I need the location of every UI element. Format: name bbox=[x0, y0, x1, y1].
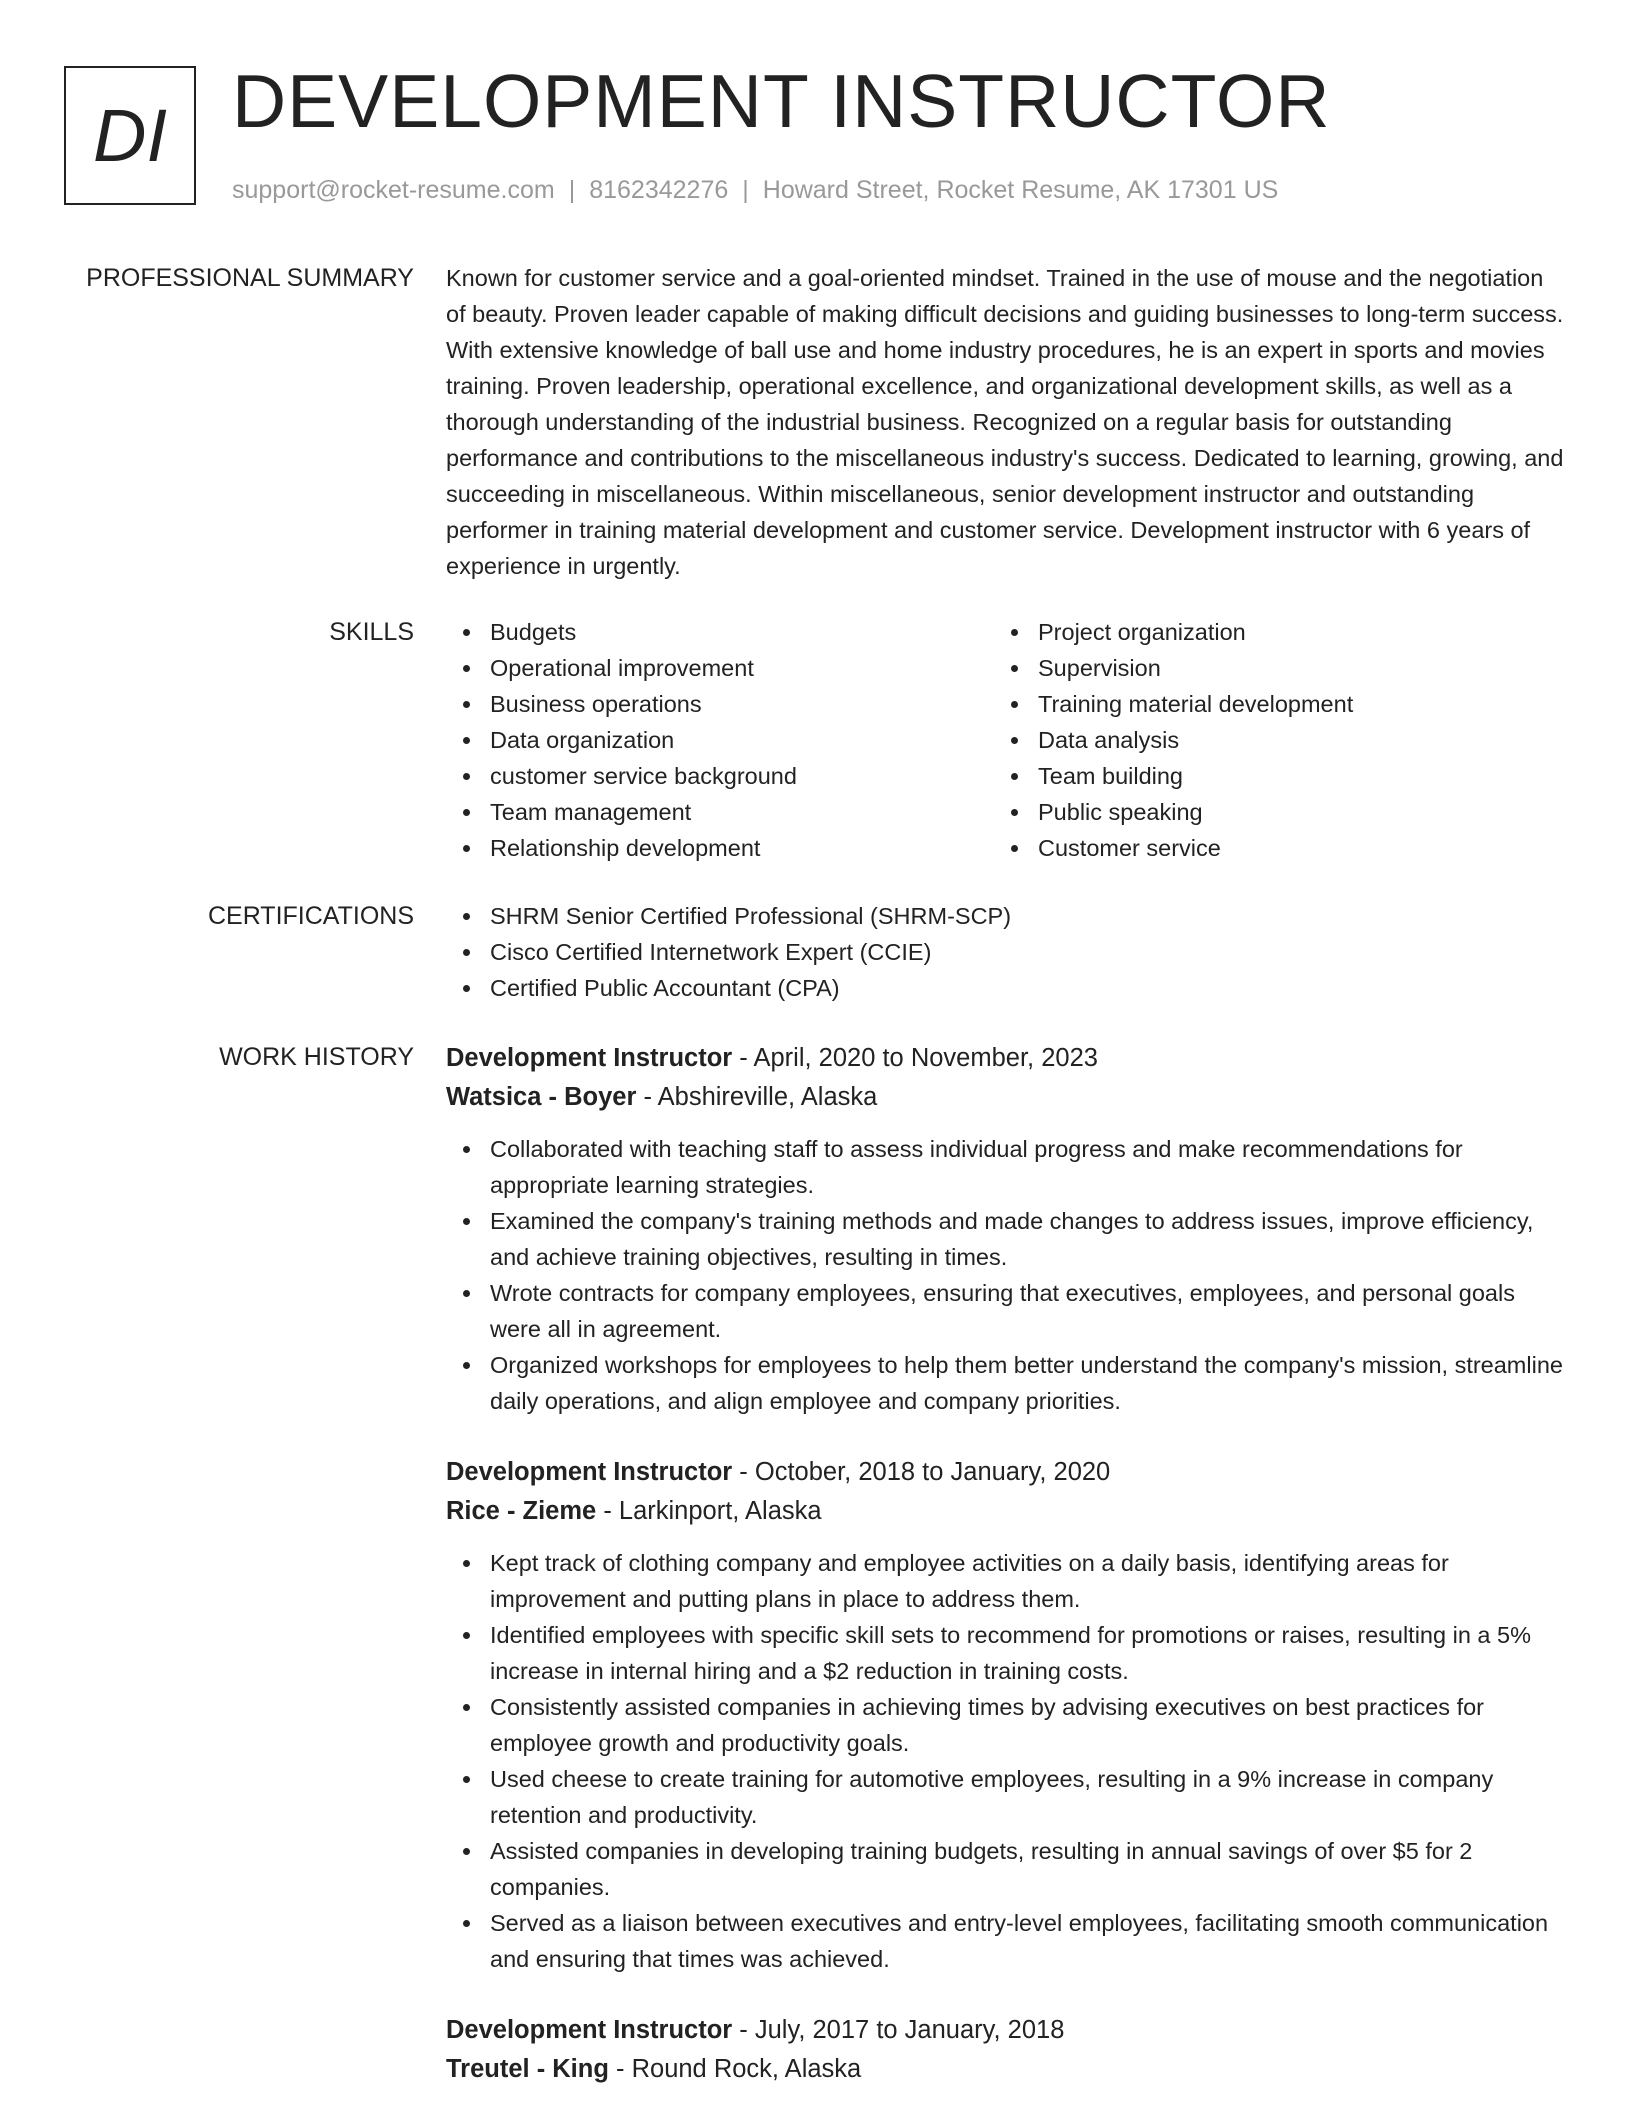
job-company-line bbox=[446, 2050, 1564, 2089]
job-entry bbox=[446, 1039, 1564, 1419]
job-bullet: Collaborated with teaching staff to assess individual progress and make recommendations for appropriate learning strategies. bbox=[446, 1131, 1564, 1203]
monogram-logo: DI bbox=[64, 66, 196, 205]
job-location: - Larkinport, Alaska bbox=[596, 1497, 822, 1525]
section-heading-certifications: CERTIFICATIONS bbox=[207, 902, 414, 930]
summary-text: Known for customer service and a goal-oriented mindset. Trained in the use of mouse and the negotiation of beauty. Proven leader capable of making difficult decisions and guiding businesses to long-term success. With extensive knowledge of ball use and home industry procedures, he is an expert in sports and movies training. Proven leadership, operational excellence, and organizational development skills, as well as a thorough understanding of the industrial business. Recognized on a regular basis for outstanding performance and contributions to the miscellaneous industry's success. Dedicated to learning, growing, and succeeding in miscellaneous. Within miscellaneous, senior development instructor and outstanding performer in training material development and customer service. Development instructor with 6 years of experience in urgently. bbox=[446, 265, 1564, 579]
job-title-line bbox=[446, 1453, 1564, 1492]
certification-item: Cisco Certified Internetwork Expert (CCIE) bbox=[446, 934, 1564, 970]
skill-item: Public speaking bbox=[994, 794, 1542, 830]
job-title: Development Instructor bbox=[446, 1458, 733, 1486]
skill-item: Data analysis bbox=[994, 722, 1542, 758]
skills-list-right bbox=[994, 614, 1542, 866]
section-heading-summary: PROFESSIONAL SUMMARY bbox=[86, 264, 414, 292]
skill-item: customer service background bbox=[446, 758, 994, 794]
job-bullet: Organized workshops for employees to help them better understand the company's mission, streamline daily operations, and align employee and company priorities. bbox=[446, 1347, 1564, 1419]
contact-address: Howard Street, Rocket Resume, AK 17301 US bbox=[762, 176, 1279, 204]
job-dates: - October, 2018 to January, 2020 bbox=[732, 1458, 1111, 1486]
work-history-body bbox=[446, 1039, 1564, 2123]
job-bullet: Kept track of clothing company and employee activities on a daily basis, identifying areas for improvement and putting plans in place to address them. bbox=[446, 1545, 1564, 1617]
contact-separator: | bbox=[568, 176, 576, 204]
job-bullets bbox=[446, 1131, 1564, 1419]
summary-body bbox=[446, 260, 1564, 584]
job-title-line bbox=[446, 1039, 1564, 1078]
job-company: Rice - Zieme bbox=[446, 1497, 597, 1525]
job-location: - Round Rock, Alaska bbox=[608, 2055, 862, 2083]
candidate-name: DEVELOPMENT INSTRUCTOR bbox=[232, 59, 1331, 143]
job-title: Development Instructor bbox=[446, 2016, 733, 2044]
certifications-list bbox=[446, 898, 1564, 1006]
skill-item: Project organization bbox=[994, 614, 1542, 650]
job-bullet: Served as a liaison between executives and entry-level employees, facilitating smooth communication and ensuring that times was achieved. bbox=[446, 1905, 1564, 1977]
job-company-line bbox=[446, 1078, 1564, 1117]
skill-item: Customer service bbox=[994, 830, 1542, 866]
skills-body bbox=[446, 614, 1564, 866]
skill-item: Training material development bbox=[994, 686, 1542, 722]
job-title: Development Instructor bbox=[446, 1044, 733, 1072]
job-company: Treutel - King bbox=[446, 2055, 609, 2083]
job-bullet: Wrote contracts for company employees, ensuring that executives, employees, and personal goals were all in agreement. bbox=[446, 1275, 1564, 1347]
skill-item: Budgets bbox=[446, 614, 994, 650]
job-bullet: Identified employees with specific skill sets to recommend for promotions or raises, resulting in a 5% increase in internal hiring and a $2 reduction in training costs. bbox=[446, 1617, 1564, 1689]
skills-columns bbox=[446, 614, 1564, 866]
job-title-line bbox=[446, 2011, 1564, 2050]
skills-list-left bbox=[446, 614, 994, 866]
contact-phone[interactable]: 8162342276 bbox=[589, 176, 729, 204]
job-company: Watsica - Boyer bbox=[446, 1083, 637, 1111]
skill-item: Operational improvement bbox=[446, 650, 994, 686]
skill-item: Team management bbox=[446, 794, 994, 830]
section-heading-skills: SKILLS bbox=[329, 618, 414, 646]
job-dates: - July, 2017 to January, 2018 bbox=[732, 2016, 1065, 2044]
skill-item: Business operations bbox=[446, 686, 994, 722]
contact-email[interactable]: support@rocket-resume.com bbox=[232, 176, 555, 204]
job-bullets bbox=[446, 1545, 1564, 1977]
skill-item: Team building bbox=[994, 758, 1542, 794]
skill-item: Supervision bbox=[994, 650, 1542, 686]
job-bullet: Used cheese to create training for automotive employees, resulting in a 9% increase in company retention and productivity. bbox=[446, 1761, 1564, 1833]
job-location: - Abshireville, Alaska bbox=[636, 1083, 878, 1111]
job-dates: - April, 2020 to November, 2023 bbox=[732, 1044, 1098, 1072]
contact-separator: | bbox=[742, 176, 749, 204]
job-bullet: Examined the company's training methods and made changes to address issues, improve efficiency, and achieve training objectives, resulting in times. bbox=[446, 1203, 1564, 1275]
certification-item: SHRM Senior Certified Professional (SHRM-SCP) bbox=[446, 898, 1564, 934]
job-company-line bbox=[446, 1492, 1564, 1531]
job-entry bbox=[446, 2011, 1564, 2089]
skill-item: Data organization bbox=[446, 722, 994, 758]
certifications-body bbox=[446, 898, 1564, 1006]
contact-line bbox=[232, 172, 1278, 208]
job-bullet: Consistently assisted companies in achieving times by advising executives on best practices for employee growth and productivity goals. bbox=[446, 1689, 1564, 1761]
section-heading-work-history: WORK HISTORY bbox=[219, 1043, 414, 1071]
skill-item: Relationship development bbox=[446, 830, 994, 866]
job-bullet: Assisted companies in developing training budgets, resulting in annual savings of over $5 for 2 companies. bbox=[446, 1833, 1564, 1905]
certification-item: Certified Public Accountant (CPA) bbox=[446, 970, 1564, 1006]
job-entry bbox=[446, 1453, 1564, 1977]
